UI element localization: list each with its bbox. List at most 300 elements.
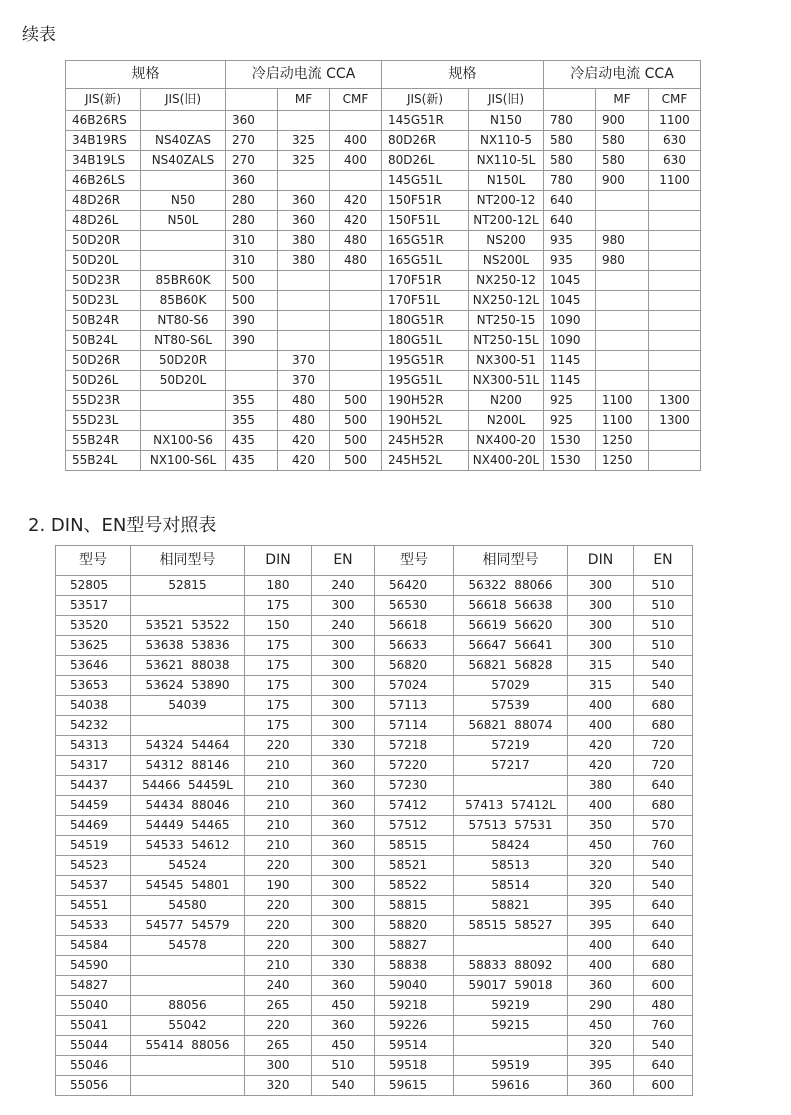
table-cell: 300 (312, 676, 375, 696)
table-cell: 50D26R (66, 351, 141, 371)
table-cell: 420 (568, 756, 634, 776)
table-row (66, 291, 701, 311)
table-cell: 380 (278, 231, 330, 251)
table-cell (649, 211, 701, 231)
table-cell: 57513 57531 (454, 816, 568, 836)
table-cell: 300 (568, 596, 634, 616)
table-cell: 195G51L (382, 371, 469, 391)
table-cell: 310 (226, 251, 278, 271)
table-cell: 54434 88046 (131, 796, 245, 816)
table-cell: 280 (226, 191, 278, 211)
table-cell: 54551 (56, 896, 131, 916)
table-cell: 57218 (375, 736, 454, 756)
table-cell: 480 (278, 391, 330, 411)
table-cell: 56618 56638 (454, 596, 568, 616)
table-cell (278, 111, 330, 131)
table-cell: 55056 (56, 1076, 131, 1096)
table-cell (330, 271, 382, 291)
table-cell: 450 (312, 1036, 375, 1056)
table-cell (649, 271, 701, 291)
table-cell: 59215 (454, 1016, 568, 1036)
table-cell: 420 (278, 451, 330, 471)
table-cell: N150L (469, 171, 544, 191)
table-cell: 53638 53836 (131, 636, 245, 656)
table-row (56, 736, 693, 756)
table-cell: 310 (226, 231, 278, 251)
table-cell (131, 1056, 245, 1076)
table-cell (141, 171, 226, 191)
table-cell: 55414 88056 (131, 1036, 245, 1056)
table-cell: 190H52L (382, 411, 469, 431)
column-subheader: JIS(新) (66, 89, 141, 111)
table-cell: 175 (245, 676, 312, 696)
table-cell: 58424 (454, 836, 568, 856)
table-cell: 57029 (454, 676, 568, 696)
table-cell: 58827 (375, 936, 454, 956)
table-cell: 450 (568, 836, 634, 856)
table-cell: 55040 (56, 996, 131, 1016)
table-cell: 58815 (375, 896, 454, 916)
table-cell: 370 (278, 371, 330, 391)
table-cell: 360 (312, 776, 375, 796)
table-cell: 150 (245, 616, 312, 636)
table-cell: 1530 (544, 431, 596, 451)
table-cell: 55B24L (66, 451, 141, 471)
table-cell: 300 (312, 696, 375, 716)
table-cell (596, 331, 649, 351)
table-cell (226, 371, 278, 391)
table-cell: 540 (634, 656, 693, 676)
table-cell: 175 (245, 656, 312, 676)
table-cell (131, 976, 245, 996)
table-cell (278, 291, 330, 311)
header-row (66, 61, 701, 89)
table-cell: 395 (568, 896, 634, 916)
table-cell: 56633 (375, 636, 454, 656)
table-cell: 480 (278, 411, 330, 431)
table-row (66, 171, 701, 191)
table-cell: NX400-20 (469, 431, 544, 451)
table-cell: 53517 (56, 596, 131, 616)
table-cell: 50D20R (66, 231, 141, 251)
table-cell: N200L (469, 411, 544, 431)
table-cell: 570 (634, 816, 693, 836)
table-cell (649, 251, 701, 271)
table-cell (596, 191, 649, 211)
column-subheader: CMF (330, 89, 382, 111)
table-cell (454, 776, 568, 796)
table-cell: N200 (469, 391, 544, 411)
table-cell: 54537 (56, 876, 131, 896)
table-cell: 300 (568, 636, 634, 656)
table-cell: 1100 (596, 411, 649, 431)
table-cell: 220 (245, 916, 312, 936)
table-cell: 360 (568, 1076, 634, 1096)
table-cell: 58820 (375, 916, 454, 936)
table-cell: NT200-12 (469, 191, 544, 211)
table-cell: 175 (245, 596, 312, 616)
header-row (56, 546, 693, 576)
table-cell: 760 (634, 1016, 693, 1036)
table-cell: 48D26R (66, 191, 141, 211)
table-row (66, 151, 701, 171)
table-cell: NS200 (469, 231, 544, 251)
table-cell: 925 (544, 411, 596, 431)
table-row (56, 916, 693, 936)
table-cell: 630 (649, 131, 701, 151)
table-cell: 165G51L (382, 251, 469, 271)
table-cell (141, 111, 226, 131)
table-cell (649, 191, 701, 211)
table-cell: 150F51R (382, 191, 469, 211)
table-cell: NX300-51L (469, 371, 544, 391)
table-cell: 190H52R (382, 391, 469, 411)
table-cell: NT80-S6 (141, 311, 226, 331)
table-cell: 510 (634, 616, 693, 636)
column-header: EN (634, 546, 693, 576)
table-cell: 58833 88092 (454, 956, 568, 976)
table-cell: 360 (312, 796, 375, 816)
table-cell: NX250-12L (469, 291, 544, 311)
table-cell: 54523 (56, 856, 131, 876)
column-header: 规格 (66, 61, 226, 89)
table-cell: 1300 (649, 391, 701, 411)
table-cell: 980 (596, 251, 649, 271)
table-cell: 420 (278, 431, 330, 451)
table-cell: 190 (245, 876, 312, 896)
table-cell: 210 (245, 816, 312, 836)
table-cell: 240 (245, 976, 312, 996)
table-cell: 57539 (454, 696, 568, 716)
table-cell: 1100 (596, 391, 649, 411)
table-cell: 580 (596, 151, 649, 171)
table-cell: 56821 88074 (454, 716, 568, 736)
table-cell: 54437 (56, 776, 131, 796)
table-cell: 220 (245, 896, 312, 916)
table-cell: 360 (312, 976, 375, 996)
table-cell: 400 (568, 796, 634, 816)
column-subheader: JIS(新) (382, 89, 469, 111)
table-cell: 325 (278, 131, 330, 151)
table-row (66, 251, 701, 271)
table-cell: 380 (278, 251, 330, 271)
table-cell: 170F51L (382, 291, 469, 311)
table-cell: 300 (312, 916, 375, 936)
table-cell: 56618 (375, 616, 454, 636)
table-cell: 34B19RS (66, 131, 141, 151)
table-cell: 760 (634, 836, 693, 856)
table-cell (454, 936, 568, 956)
table-row (66, 451, 701, 471)
table-cell: 85BR60K (141, 271, 226, 291)
table-row (56, 936, 693, 956)
table-cell: 315 (568, 656, 634, 676)
table-cell: 360 (226, 171, 278, 191)
table-cell: 145G51R (382, 111, 469, 131)
table-cell: 500 (330, 391, 382, 411)
column-subheader (226, 89, 278, 111)
table-cell: 55D23R (66, 391, 141, 411)
column-subheader: CMF (649, 89, 701, 111)
table-row (56, 596, 693, 616)
table-cell: 395 (568, 1056, 634, 1076)
column-header: 规格 (382, 61, 544, 89)
table-cell: 400 (330, 151, 382, 171)
table-cell: 245H52L (382, 451, 469, 471)
table-cell: 53621 88038 (131, 656, 245, 676)
table-cell (131, 956, 245, 976)
table-cell: 580 (596, 131, 649, 151)
table-cell: 325 (278, 151, 330, 171)
table-cell: 680 (634, 956, 693, 976)
table-cell: 300 (568, 576, 634, 596)
table-cell: NX100-S6L (141, 451, 226, 471)
table-cell: 180 (245, 576, 312, 596)
table-cell: 59218 (375, 996, 454, 1016)
table-cell: 54317 (56, 756, 131, 776)
table-cell: 680 (634, 696, 693, 716)
table-cell: 500 (330, 431, 382, 451)
table-row (56, 756, 693, 776)
table-row (66, 371, 701, 391)
table-cell: 55041 (56, 1016, 131, 1036)
table-cell: 360 (278, 191, 330, 211)
table-cell (596, 211, 649, 231)
table-cell: 210 (245, 756, 312, 776)
table-cell: 55042 (131, 1016, 245, 1036)
table-cell: 57412 (375, 796, 454, 816)
table-cell: 59514 (375, 1036, 454, 1056)
table-cell (226, 351, 278, 371)
table-row (66, 391, 701, 411)
table-cell: 170F51R (382, 271, 469, 291)
table-cell: 57220 (375, 756, 454, 776)
table-cell: 55046 (56, 1056, 131, 1076)
table-cell: 52815 (131, 576, 245, 596)
table-cell (141, 391, 226, 411)
continued-table-title: 续表 (22, 25, 56, 45)
table-cell: 210 (245, 836, 312, 856)
table-cell: 400 (330, 131, 382, 151)
table-cell: 500 (226, 271, 278, 291)
table-cell: 50B24R (66, 311, 141, 331)
table-row (66, 211, 701, 231)
table-cell (330, 311, 382, 331)
table-cell: 900 (596, 111, 649, 131)
table-cell: N50L (141, 211, 226, 231)
table-cell: 54827 (56, 976, 131, 996)
table-cell: 180G51R (382, 311, 469, 331)
table-cell: 54313 (56, 736, 131, 756)
table-cell: 59616 (454, 1076, 568, 1096)
table-cell: 53520 (56, 616, 131, 636)
table-cell: 54039 (131, 696, 245, 716)
table-cell: 58515 58527 (454, 916, 568, 936)
table-row (66, 271, 701, 291)
table-cell: 360 (312, 836, 375, 856)
table-cell: 510 (634, 576, 693, 596)
table-cell (649, 231, 701, 251)
table-cell: 50D23L (66, 291, 141, 311)
column-header: 型号 (56, 546, 131, 576)
table-cell: 320 (245, 1076, 312, 1096)
table-cell: NX110-5L (469, 151, 544, 171)
table-cell: 50D20L (141, 371, 226, 391)
table-cell: 300 (312, 936, 375, 956)
table-cell: 220 (245, 936, 312, 956)
table-cell: 59519 (454, 1056, 568, 1076)
column-header: 相同型号 (454, 546, 568, 576)
column-header: DIN (245, 546, 312, 576)
table-cell: 900 (596, 171, 649, 191)
table-cell: 400 (568, 936, 634, 956)
table-cell: 270 (226, 131, 278, 151)
table-row (66, 431, 701, 451)
table-cell: 50D20R (141, 351, 226, 371)
table-cell: 420 (330, 191, 382, 211)
table-cell: 240 (312, 576, 375, 596)
table-row (56, 1016, 693, 1036)
table-cell: 80D26R (382, 131, 469, 151)
table-cell: 315 (568, 676, 634, 696)
table-cell: NX110-5 (469, 131, 544, 151)
table-row (56, 1036, 693, 1056)
table-cell: 57217 (454, 756, 568, 776)
table-cell: NS200L (469, 251, 544, 271)
table-cell: 720 (634, 756, 693, 776)
table-row (66, 311, 701, 331)
table-row (56, 996, 693, 1016)
table-cell: 54469 (56, 816, 131, 836)
table-cell: 540 (634, 1036, 693, 1056)
table-cell: 240 (312, 616, 375, 636)
table-cell (278, 171, 330, 191)
table-cell: 50B24L (66, 331, 141, 351)
table-cell: 54466 54459L (131, 776, 245, 796)
table-cell (649, 291, 701, 311)
table-cell: 54590 (56, 956, 131, 976)
table-cell: NS40ZAS (141, 131, 226, 151)
table-cell: 58521 (375, 856, 454, 876)
table-cell (131, 1076, 245, 1096)
table-cell: 180G51L (382, 331, 469, 351)
table-cell: 55044 (56, 1036, 131, 1056)
table-cell: 680 (634, 716, 693, 736)
table-cell: 350 (568, 816, 634, 836)
table-cell: 480 (330, 231, 382, 251)
table-cell: NS40ZALS (141, 151, 226, 171)
table-cell: 57114 (375, 716, 454, 736)
table-cell: 56820 (375, 656, 454, 676)
table-row (56, 956, 693, 976)
table-cell: 56647 56641 (454, 636, 568, 656)
din-en-table (55, 545, 693, 1096)
table-cell: 400 (568, 956, 634, 976)
table-cell: 46B26LS (66, 171, 141, 191)
table-cell: 320 (568, 856, 634, 876)
table-cell (596, 371, 649, 391)
table-cell: 300 (568, 616, 634, 636)
table-cell: 1300 (649, 411, 701, 431)
table-cell (596, 351, 649, 371)
table-cell (596, 271, 649, 291)
table-cell: 290 (568, 996, 634, 1016)
din-en-section-title: 2. DIN、EN型号对照表 (28, 515, 217, 536)
table-cell: 540 (312, 1076, 375, 1096)
table-cell: 500 (226, 291, 278, 311)
table-cell: 57413 57412L (454, 796, 568, 816)
table-cell (330, 291, 382, 311)
table-cell: 640 (634, 936, 693, 956)
table-cell: 360 (226, 111, 278, 131)
table-row (56, 656, 693, 676)
table-cell: 320 (568, 1036, 634, 1056)
table-cell: NX300-51 (469, 351, 544, 371)
table-cell: 480 (634, 996, 693, 1016)
table-cell: 580 (544, 131, 596, 151)
table-cell: 56530 (375, 596, 454, 616)
table-row (56, 616, 693, 636)
table-cell: 220 (245, 736, 312, 756)
table-cell: 88056 (131, 996, 245, 1016)
table-cell: 420 (568, 736, 634, 756)
table-cell: 48D26L (66, 211, 141, 231)
table-cell: 58522 (375, 876, 454, 896)
table-row (66, 191, 701, 211)
table-cell: 54232 (56, 716, 131, 736)
table-cell: 360 (312, 816, 375, 836)
table-cell: 56420 (375, 576, 454, 596)
table-cell: 1045 (544, 291, 596, 311)
table-cell: 1250 (596, 431, 649, 451)
table-cell: 300 (312, 636, 375, 656)
table-cell: 54584 (56, 936, 131, 956)
table-cell: 500 (330, 411, 382, 431)
table-cell (330, 331, 382, 351)
table-cell: NX250-12 (469, 271, 544, 291)
table-cell: 360 (278, 211, 330, 231)
table-cell: 1045 (544, 271, 596, 291)
table-cell: 53646 (56, 656, 131, 676)
table-cell: 300 (245, 1056, 312, 1076)
table-cell: NT200-12L (469, 211, 544, 231)
table-cell: 360 (312, 756, 375, 776)
table-cell: 54459 (56, 796, 131, 816)
table-row (66, 131, 701, 151)
table-cell: NX100-S6 (141, 431, 226, 451)
table-cell: 46B26RS (66, 111, 141, 131)
table-cell (649, 431, 701, 451)
column-subheader: JIS(旧) (141, 89, 226, 111)
table-cell: 360 (568, 976, 634, 996)
table-cell: 435 (226, 431, 278, 451)
table-row (56, 856, 693, 876)
table-cell (649, 451, 701, 471)
table-cell: 56322 88066 (454, 576, 568, 596)
column-header: EN (312, 546, 375, 576)
table-cell: 640 (544, 211, 596, 231)
table-cell: 420 (330, 211, 382, 231)
table-cell: 210 (245, 956, 312, 976)
table-cell: 400 (568, 696, 634, 716)
table-cell: 57024 (375, 676, 454, 696)
table-cell (141, 251, 226, 271)
table-cell: 630 (649, 151, 701, 171)
table-cell (278, 311, 330, 331)
table-cell: 59219 (454, 996, 568, 1016)
table-cell: 540 (634, 856, 693, 876)
table-cell: 640 (634, 896, 693, 916)
